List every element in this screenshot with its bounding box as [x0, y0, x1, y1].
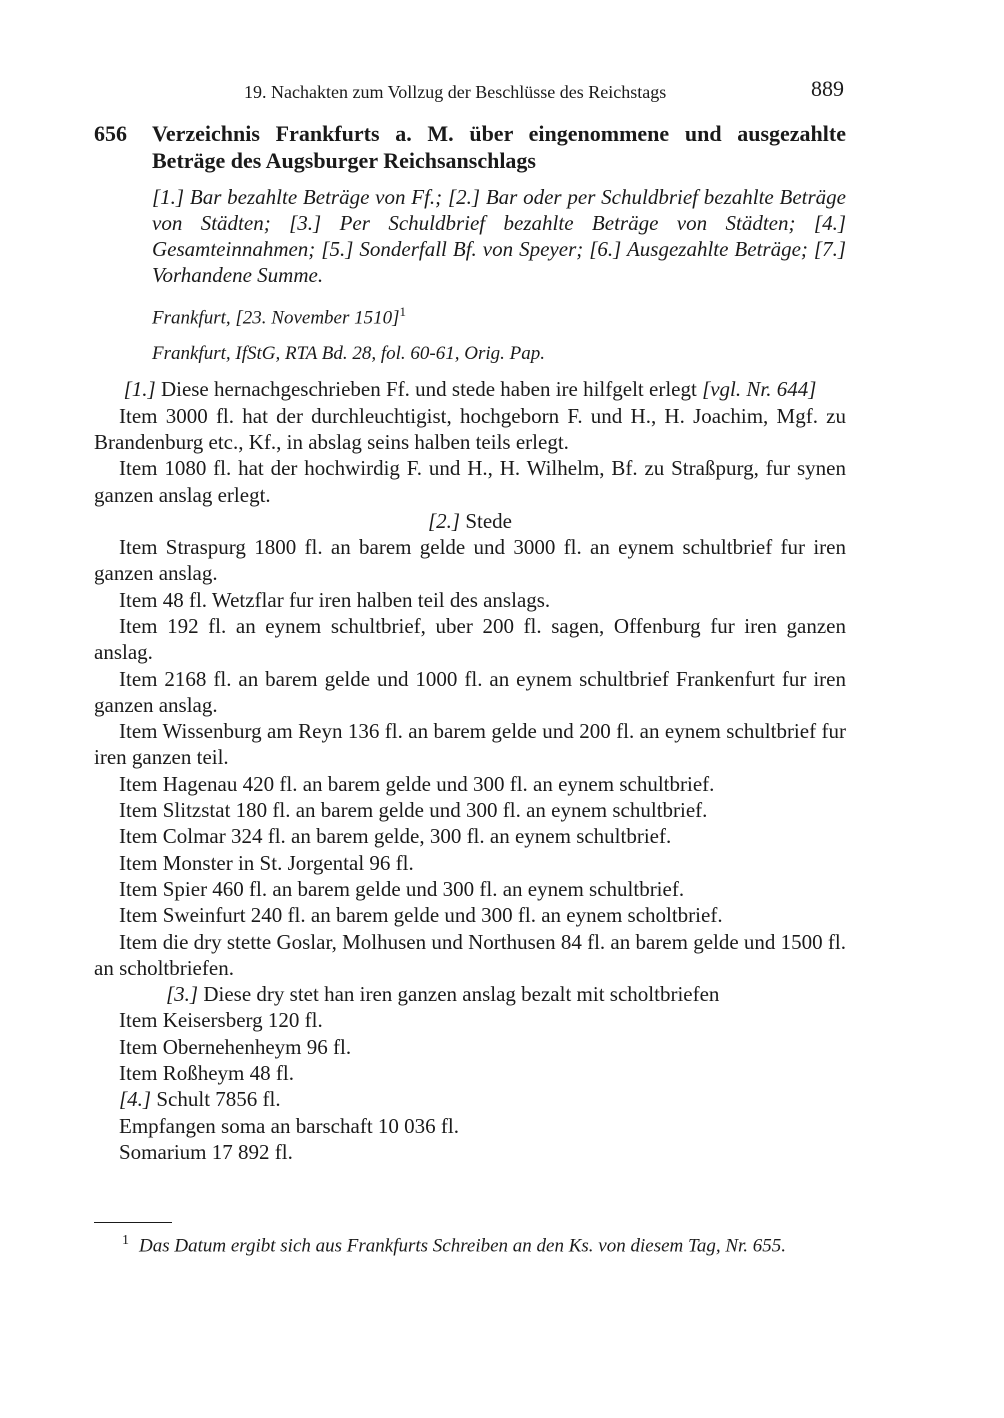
entry-frankenfurt: Item 2168 fl. an barem gelde und 1000 fl. an eynem schultbrief Frankenfurt fur iren ganzen anslag.: [94, 666, 846, 717]
entry-offenburg: Item 192 fl. an eynem schultbrief, uber 200 fl. sagen, Offenburg fur iren ganzen anslag.: [94, 614, 846, 665]
document-title: Verzeichnis Frankfurts a. M. über eingenommene und ausgezahlte Beträge des Augsburger Reichsanschlags: [152, 121, 846, 173]
section-heading-4: [94, 1086, 846, 1112]
footnote-rule: [94, 1222, 172, 1223]
entry-slitzstat: Item Slitzstat 180 fl. an barem gelde und 300 fl. an eynem schultbrief.: [119, 798, 708, 823]
section-text: Schult 7856 fl.: [151, 1087, 281, 1112]
entry-goslar: Item die dry stette Goslar, Molhusen und Northusen 84 fl. an barem gelde und 1500 fl. an scholtbriefen.: [94, 929, 847, 980]
section-marker: [3.]: [166, 982, 199, 1007]
section-heading-1: [94, 376, 846, 402]
document-page: [94, 76, 846, 1165]
entry-colmar: Item Colmar 324 fl. an barem gelde, 300 fl. an eynem schultbrief.: [119, 824, 672, 849]
entry-spier: Item Spier 460 fl. an barem gelde und 300 fl. an eynem schultbrief.: [119, 876, 685, 901]
section-marker: [4.]: [119, 1087, 152, 1112]
entry-wissenburg: Item Wissenburg am Reyn 136 fl. an barem gelde und 200 fl. an eynem schultbrief fur iren ganzen teil.: [94, 719, 846, 770]
document-heading-body: [152, 120, 846, 366]
section-text: Diese hernachgeschrieben Ff. und stede haben ire hilfgelt erlegt: [155, 377, 703, 402]
page-number: 889: [811, 76, 844, 101]
document-heading: [94, 120, 846, 366]
section-marker: [1.]: [123, 377, 156, 402]
cross-reference: [vgl. Nr. 644]: [702, 377, 817, 402]
entry-wetzflar: Item 48 fl. Wetzflar fur iren halben teil des anslags.: [119, 587, 551, 612]
entry-monster: Item Monster in St. Jorgental 96 fl.: [119, 850, 414, 875]
entry-somarium: Somarium 17 892 fl.: [119, 1139, 293, 1164]
regest: [1.] Bar bezahlte Beträge von Ff.; [2.] Bar oder per Schuldbrief bezahlte Beträge von Städten; [3.] Per Schuldbrief bezahlte Beträge von Städten; [4.] Gesamteinnahmen; [5.] Sonderfall Bf. von Speyer; [6.] Ausgezahlte Beträge; [7.] Vorhandene Summe.: [152, 185, 846, 287]
running-head-title: 19. Nachakten zum Vollzug der Beschlüsse des Reichstags: [244, 82, 667, 102]
date-line: [152, 300, 846, 330]
section-text: Stede: [460, 508, 512, 533]
entry-straspurg: Item Straspurg 1800 fl. an barem gelde und 3000 fl. an eynem schultbrief fur iren ganzen anslag.: [94, 535, 846, 586]
footnote-ref: 1: [399, 304, 407, 319]
footnote-text: Das Datum ergibt sich aus Frankfurts Schreiben an den Ks. von diesem Tag, Nr. 655.: [139, 1235, 787, 1257]
running-head: [94, 76, 846, 110]
entry-wilhelm: Item 1080 fl. hat der hochwirdig F. und H., H. Wilhelm, Bf. zu Straßpurg, fur synen ganzen anslag erlegt.: [94, 456, 846, 507]
section-text: Diese dry stet han iren ganzen anslag bezalt mit scholtbriefen: [198, 982, 720, 1007]
footnotes: [94, 1222, 846, 1258]
source-line: Frankfurt, IfStG, RTA Bd. 28, fol. 60-61, Orig. Pap.: [152, 343, 546, 365]
document-text: [94, 376, 846, 1165]
document-number: 656: [94, 121, 127, 146]
entry-keisersberg: Item Keisersberg 120 fl.: [119, 1008, 323, 1033]
entry-sweinfurt: Item Sweinfurt 240 fl. an barem gelde und 300 fl. an eynem scholtbrief.: [119, 903, 723, 928]
footnote: [94, 1229, 846, 1258]
entry-rossheym: Item Roßheym 48 fl.: [119, 1061, 294, 1086]
footnote-mark: 1: [122, 1233, 129, 1248]
entry-joachim: Item 3000 fl. hat der durchleuchtigist, hochgeborn F. und H., H. Joachim, Mgf. zu Brandenburg etc., Kf., in abslag seins halben teils erlegt.: [94, 403, 846, 454]
section-heading-3: [94, 981, 846, 1007]
section-heading-2: [94, 508, 846, 534]
entry-empfangen: Empfangen soma an barschaft 10 036 fl.: [119, 1113, 459, 1138]
entry-obernehenheym: Item Obernehenheym 96 fl.: [119, 1034, 352, 1059]
section-marker: [2.]: [427, 508, 461, 533]
entry-hagenau: Item Hagenau 420 fl. an barem gelde und 300 fl. an eynem schultbrief.: [119, 771, 715, 796]
date-text: Frankfurt, [23. November 1510]: [152, 307, 400, 329]
